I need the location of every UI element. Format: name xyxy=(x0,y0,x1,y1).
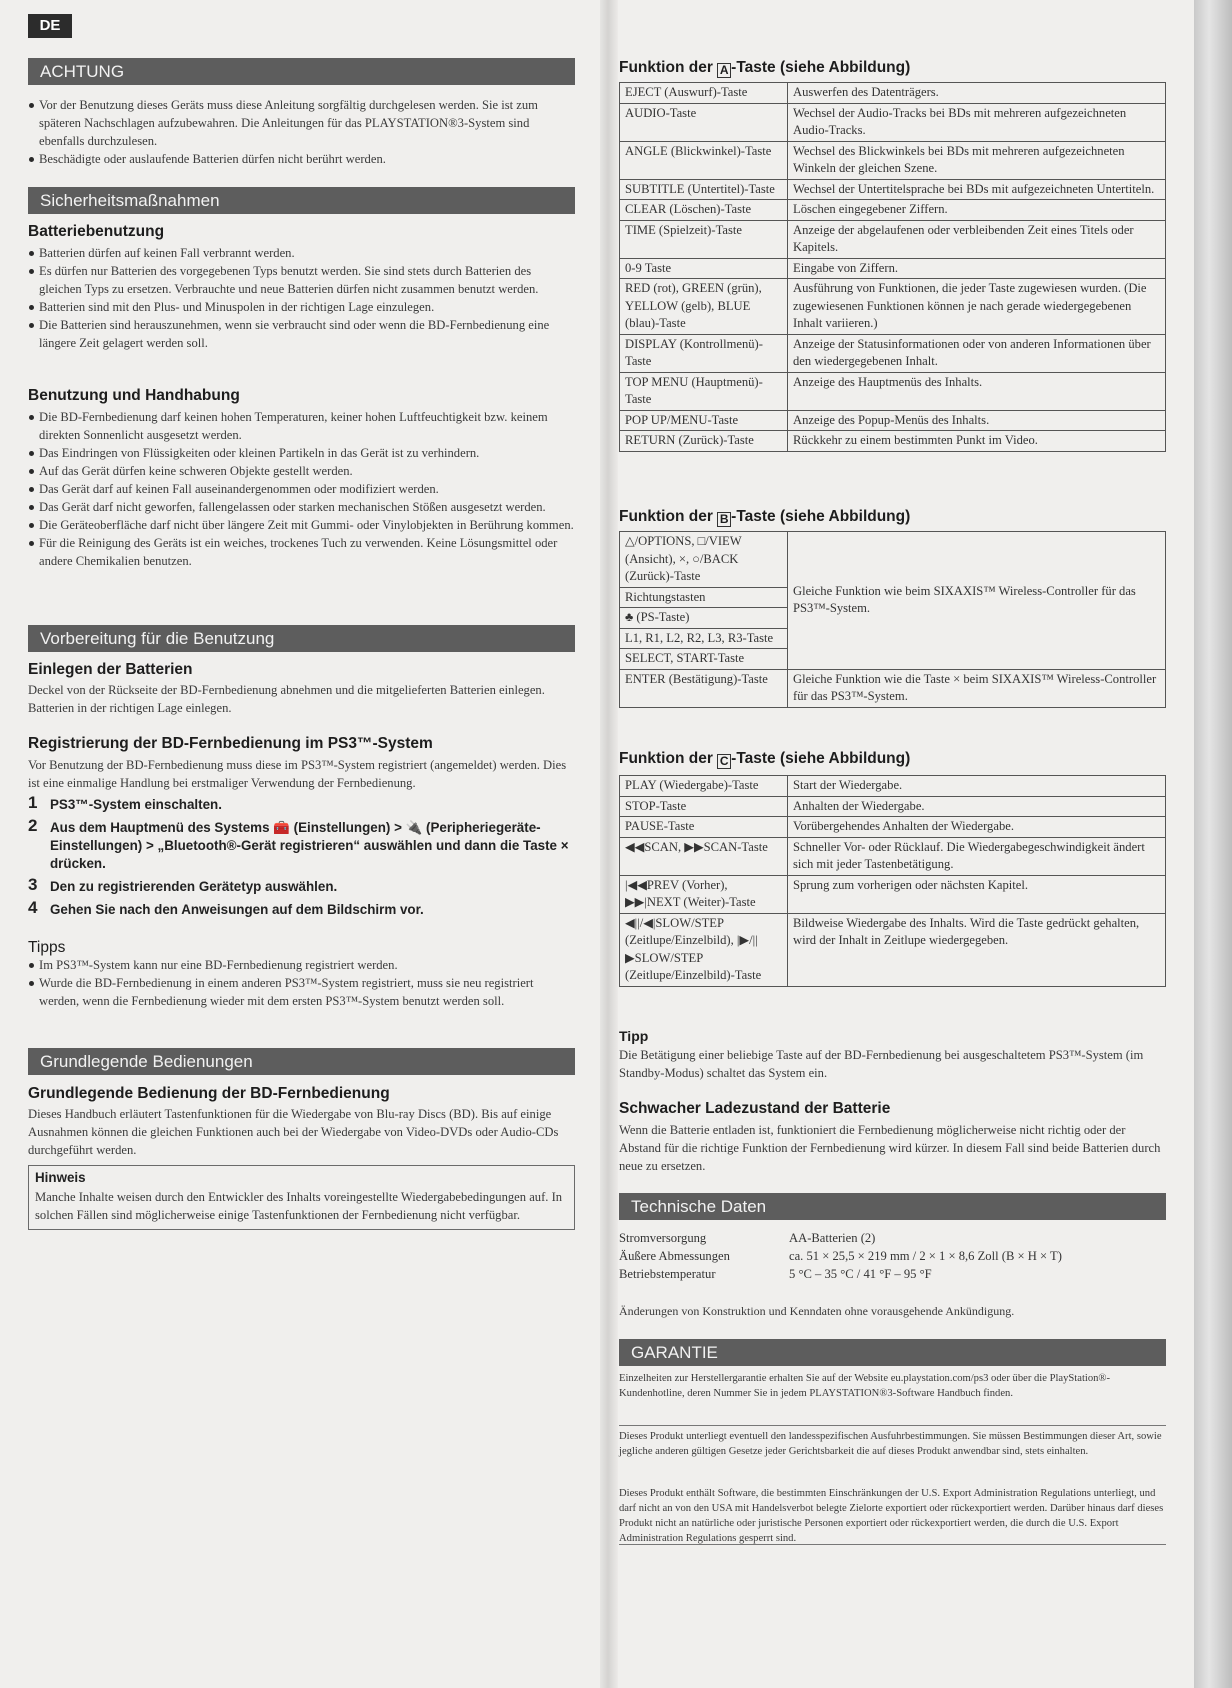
key-label: SELECT, START-Taste xyxy=(625,651,745,665)
key-letter-box: B xyxy=(717,512,731,527)
key-description: Anzeige des Hauptmenüs des Inhalts. xyxy=(788,372,1166,410)
tip-heading: Tipp xyxy=(619,1028,649,1044)
key-description: Anzeige der Statusinformationen oder von anderen Informationen über den wiedergegebenen Inhalt. xyxy=(788,334,1166,372)
step-1 xyxy=(28,793,573,814)
table-row xyxy=(620,796,1166,817)
key-label: EJECT (Auswurf)-Taste xyxy=(620,83,788,104)
table-row xyxy=(620,200,1166,221)
spec-row xyxy=(619,1229,1062,1247)
tips-list xyxy=(28,956,575,1010)
table-row xyxy=(620,532,1166,670)
table-row xyxy=(620,817,1166,838)
key-description: Auswerfen des Datenträgers. xyxy=(788,83,1166,104)
key-description: Vorübergehendes Anhalten der Wiedergabe. xyxy=(788,817,1166,838)
key-label: ◀◀SCAN, ▶▶SCAN-Taste xyxy=(620,837,788,875)
table-row xyxy=(620,875,1166,913)
tips-bullet: Im PS3™-System kann nur eine BD-Fernbedienung registriert werden. xyxy=(28,956,575,974)
lowbat-heading: Schwacher Ladezustand der Batterie xyxy=(619,1100,891,1117)
step-number: 3 xyxy=(28,875,38,894)
table-a-heading xyxy=(619,59,910,78)
key-label: |◀◀PREV (Vorher), ▶▶|NEXT (Weiter)-Taste xyxy=(620,875,788,913)
language-tag: DE xyxy=(28,14,72,38)
heading-suffix: -Taste (siehe Abbildung) xyxy=(731,508,911,525)
note-text: Manche Inhalte weisen durch den Entwickler des Inhalts voreingestellte Wiedergabebedingungen auf. In solchen Fällen sind möglicherweise einige Tastenfunktionen der Fernbedienung nicht verfügbar. xyxy=(35,1190,563,1222)
table-row xyxy=(620,334,1166,372)
note-box xyxy=(28,1165,575,1230)
key-label: TIME (Spielzeit)-Taste xyxy=(620,220,788,258)
legal-text-2: Dieses Produkt enthält Software, die bestimmten Einschränkungen der U.S. Export Administration Regulations unterliegt, und darf nicht an von den USA mit Handelsverbot belegte Zielorte exportiert oder rückexportiert werden. Darüber hinaus darf dieses Produkt nicht an natürliche oder juristische Personen exportiert oder rückexportiert werden, die durch die U.S. Export Administration Regulations gesperrt sind. xyxy=(619,1488,1164,1544)
battery-list xyxy=(28,244,575,352)
tips-bullet: Wurde die BD-Fernbedienung in einem anderen PS3™-System registriert, muss sie neu registriert werden, wenn die Fernbedienung wieder mit dem ersten PS3™-System benutzt werden soll. xyxy=(28,974,575,1010)
handling-bullet: Die Geräteoberfläche darf nicht über längere Zeit mit Gummi- oder Vinylobjekten in Berührung kommen. xyxy=(28,516,575,534)
battery-bullet: Batterien dürfen auf keinen Fall verbrannt werden. xyxy=(28,244,575,262)
grouped-keys-cell xyxy=(620,532,788,670)
table-row xyxy=(620,220,1166,258)
achtung-header: ACHTUNG xyxy=(28,58,575,85)
key-description: Ausführung von Funktionen, die jeder Taste zugewiesen wurden. (Die zugewiesenen Funktionen können je nach gerade wiedergegebenen Inhalt variieren.) xyxy=(788,279,1166,335)
table-b-heading xyxy=(619,508,910,527)
key-description: Rückkehr zu einem bestimmten Punkt im Video. xyxy=(788,431,1166,452)
key-description: Wechsel der Audio-Tracks bei BDs mit mehreren aufgezeichneten Audio-Tracks. xyxy=(788,103,1166,141)
divider xyxy=(619,1425,1166,1426)
step-number: 2 xyxy=(28,816,38,835)
tip-text: Die Betätigung einer beliebige Taste auf der BD-Fernbedienung bei ausgeschaltetem PS3™-System (im Standby-Modus) schaltet das System ein. xyxy=(619,1048,1144,1080)
legal-text-1: Dieses Produkt unterliegt eventuell den landesspezifischen Ausfuhrbestimmungen. Sie müssen Bestimmungen dieser Art, sowie jegliche anderen gültigen Gesetze jeder Gerichtsbarkeit die auf dieses Produkt anwendbar sind, stets einhalten. xyxy=(619,1431,1162,1457)
battery-bullet: Die Batterien sind herauszunehmen, wenn sie verbraucht sind oder wenn die BD-Fernbedienung eine längere Zeit gelagert werden soll. xyxy=(28,316,575,352)
key-label: RED (rot), GREEN (grün), YELLOW (gelb), BLUE (blau)-Taste xyxy=(620,279,788,335)
step-text: Aus dem Hauptmenü des Systems 🧰 (Einstellungen) > 🔌 (Peripheriegeräte-Einstellungen) > „Bluetooth®-Gerät registrieren“ auswählen und dann die Taste × drücken. xyxy=(50,820,569,871)
warranty-text: Einzelheiten zur Herstellergarantie erhalten Sie auf der Website eu.playstation.com/ps3 oder über die PlayStation®-Kundenhotline, deren Nummer Sie in jedem PLAYSTATION®3-Software Handbuch finden. xyxy=(619,1373,1111,1399)
table-row xyxy=(620,179,1166,200)
table-row xyxy=(620,837,1166,875)
handling-list xyxy=(28,408,575,570)
key-description: Anzeige der abgelaufenen oder verbleibenden Zeit eines Titels oder Kapitels. xyxy=(788,220,1166,258)
key-description: Löschen eingegebener Ziffern. xyxy=(788,200,1166,221)
key-label: ENTER (Bestätigung)-Taste xyxy=(620,669,788,707)
basics-text: Dieses Handbuch erläutert Tastenfunktionen für die Wiedergabe von Blu-ray Discs (BD). Bis auf einige Ausnahmen können die gleichen Funktionen auch bei der Wiedergabe von Video-DVDs oder Audio-CDs durchgeführt werden. xyxy=(28,1107,559,1157)
specs-header: Technische Daten xyxy=(619,1193,1166,1220)
table-row xyxy=(620,776,1166,797)
key-label: ♣ (PS-Taste) xyxy=(620,608,787,629)
table-c-heading xyxy=(619,750,910,769)
heading-suffix: -Taste (siehe Abbildung) xyxy=(731,750,911,767)
table-row xyxy=(620,431,1166,452)
step-text: Gehen Sie nach den Anweisungen auf dem Bildschirm vor. xyxy=(50,902,424,917)
key-description: Anzeige des Popup-Menüs des Inhalts. xyxy=(788,410,1166,431)
heading-suffix: -Taste (siehe Abbildung) xyxy=(731,59,911,76)
key-description: Schneller Vor- oder Rücklauf. Die Wiedergabegeschwindigkeit ändert sich mit jeder Tastenbetätigung. xyxy=(788,837,1166,875)
handling-bullet: Das Gerät darf nicht geworfen, fallengelassen oder starken mechanischen Stößen ausgesetzt werden. xyxy=(28,498,575,516)
table-row xyxy=(620,913,1166,986)
key-description: Wechsel der Untertitelsprache bei BDs mit aufgezeichneten Untertiteln. xyxy=(788,179,1166,200)
battery-bullet: Es dürfen nur Batterien des vorgegebenen Typs benutzt werden. Sie sind stets durch Batterien des gleichen Typs zu ersetzen. Verbrauchte und neue Batterien dürfen nicht zusammen benutzt werden. xyxy=(28,262,575,298)
key-description: Wechsel des Blickwinkels bei BDs mit mehreren aufgezeichneten Winkeln der gleichen Szene. xyxy=(788,141,1166,179)
spec-label: Stromversorgung xyxy=(619,1231,707,1245)
key-label: PAUSE-Taste xyxy=(620,817,788,838)
register-heading: Registrierung der BD-Fernbedienung im PS3™-System xyxy=(28,735,433,752)
key-description: Eingabe von Ziffern. xyxy=(788,258,1166,279)
tips-heading: Tipps xyxy=(28,939,66,956)
key-label: SUBTITLE (Untertitel)-Taste xyxy=(620,179,788,200)
register-text: Vor Benutzung der BD-Fernbedienung muss diese im PS3™-System registriert (angemeldet) werden. Dies ist eine einmalige Handlung bei erstmaliger Verwendung der Fernbedienung. xyxy=(28,758,567,790)
table-c xyxy=(619,775,1166,987)
achtung-bullet: Beschädigte oder auslaufende Batterien dürfen nicht berührt werden. xyxy=(28,150,575,168)
key-label: STOP-Taste xyxy=(620,796,788,817)
step-2 xyxy=(28,816,573,873)
key-letter-box: C xyxy=(717,754,731,769)
insert-text: Deckel von der Rückseite der BD-Fernbedienung abnehmen und die mitgelieferten Batterien einlegen. Batterien in der richtigen Lage einlegen. xyxy=(28,683,545,715)
key-label: PLAY (Wiedergabe)-Taste xyxy=(620,776,788,797)
basics-heading: Grundlegende Bedienung der BD-Fernbedienung xyxy=(28,1085,390,1102)
key-label: CLEAR (Löschen)-Taste xyxy=(620,200,788,221)
spec-row xyxy=(619,1247,1062,1265)
table-row xyxy=(620,258,1166,279)
achtung-list xyxy=(28,96,575,168)
scan-edge xyxy=(1194,0,1232,1688)
table-row xyxy=(620,141,1166,179)
battery-heading: Batteriebenutzung xyxy=(28,223,165,240)
handling-heading: Benutzung und Handhabung xyxy=(28,387,240,404)
grouped-desc-cell: Gleiche Funktion wie beim SIXAXIS™ Wireless-Controller für das PS3™-System. xyxy=(788,532,1166,670)
achtung-bullet: Vor der Benutzung dieses Geräts muss diese Anleitung sorgfältig durchgelesen werden. Sie ist zum späteren Nachschlagen aufzubewahren. Die Anleitungen für das PLAYSTATION®3-System sind ebenfalls durchzulesen. xyxy=(28,96,575,150)
safety-header: Sicherheitsmaßnahmen xyxy=(28,187,575,214)
prep-header: Vorbereitung für die Benutzung xyxy=(28,625,575,652)
table-row xyxy=(620,83,1166,104)
key-letter-box: A xyxy=(717,63,731,78)
spec-row xyxy=(619,1265,1062,1283)
warranty-header: GARANTIE xyxy=(619,1339,1166,1366)
key-description: Start der Wiedergabe. xyxy=(788,776,1166,797)
basics-header: Grundlegende Bedienungen xyxy=(28,1048,575,1075)
key-label: L1, R1, L2, R2, L3, R3-Taste xyxy=(620,629,787,650)
heading-prefix: Funktion der xyxy=(619,508,718,525)
divider xyxy=(619,1544,1166,1545)
handling-bullet: Das Gerät darf auf keinen Fall auseinandergenommen oder modifiziert werden. xyxy=(28,480,575,498)
battery-bullet: Batterien sind mit den Plus- und Minuspolen in der richtigen Lage einzulegen. xyxy=(28,298,575,316)
table-row xyxy=(620,669,1166,707)
insert-heading: Einlegen der Batterien xyxy=(28,661,193,678)
step-text: PS3™-System einschalten. xyxy=(50,797,222,812)
key-label: DISPLAY (Kontrollmenü)-Taste xyxy=(620,334,788,372)
step-text: Den zu registrierenden Gerätetyp auswählen. xyxy=(50,879,338,894)
step-3 xyxy=(28,875,573,896)
spec-value: ca. 51 × 25,5 × 219 mm / 2 × 1 × 8,6 Zoll (B × H × T) xyxy=(789,1249,1062,1263)
handling-bullet: Für die Reinigung des Geräts ist ein weiches, trockenes Tuch zu verwenden. Keine Lösungsmittel oder andere Chemikalien benutzen. xyxy=(28,534,575,570)
table-row xyxy=(620,103,1166,141)
key-label: TOP MENU (Hauptmenü)-Taste xyxy=(620,372,788,410)
handling-bullet: Die BD-Fernbedienung darf keinen hohen Temperaturen, keiner hohen Luftfeuchtigkeit bzw. keinem direkten Sonnenlicht ausgesetzt werden. xyxy=(28,408,575,444)
key-description: Anhalten der Wiedergabe. xyxy=(788,796,1166,817)
key-label: 0-9 Taste xyxy=(620,258,788,279)
step-number: 4 xyxy=(28,898,38,917)
handling-bullet: Das Eindringen von Flüssigkeiten oder kleinen Partikeln in das Gerät ist zu verhindern. xyxy=(28,444,575,462)
step-4 xyxy=(28,898,573,919)
spec-value: AA-Batterien (2) xyxy=(789,1231,876,1245)
key-label: Richtungstasten xyxy=(620,588,787,609)
key-label: ◀||/◀|SLOW/STEP (Zeitlupe/Einzelbild), |▶/||▶SLOW/STEP (Zeitlupe/Einzelbild)-Taste xyxy=(620,913,788,986)
key-label: △/OPTIONS, □/VIEW (Ansicht), ×, ○/BACK (Zurück)-Taste xyxy=(620,532,787,588)
specs-list xyxy=(619,1229,1062,1283)
key-label: ANGLE (Blickwinkel)-Taste xyxy=(620,141,788,179)
key-description: Bildweise Wiedergabe des Inhalts. Wird die Taste gedrückt gehalten, wird der Inhalt in Zeitlupe wiedergegeben. xyxy=(788,913,1166,986)
specs-note: Änderungen von Konstruktion und Kenndaten ohne vorausgehende Ankündigung. xyxy=(619,1304,1015,1318)
note-title: Hinweis xyxy=(35,1170,86,1185)
heading-prefix: Funktion der xyxy=(619,750,718,767)
table-row xyxy=(620,410,1166,431)
table-row xyxy=(620,279,1166,335)
key-label: POP UP/MENU-Taste xyxy=(620,410,788,431)
key-description: Gleiche Funktion wie die Taste × beim SIXAXIS™ Wireless-Controller für das PS3™-System. xyxy=(788,669,1166,707)
spec-label: Äußere Abmessungen xyxy=(619,1249,730,1263)
spec-label: Betriebstemperatur xyxy=(619,1267,716,1281)
key-label: AUDIO-Taste xyxy=(620,103,788,141)
table-a xyxy=(619,82,1166,452)
step-number: 1 xyxy=(28,793,38,812)
key-label: RETURN (Zurück)-Taste xyxy=(620,431,788,452)
spec-value: 5 °C – 35 °C / 41 °F – 95 °F xyxy=(789,1267,932,1281)
table-b xyxy=(619,531,1166,708)
page-fold xyxy=(600,0,618,1688)
lowbat-text: Wenn die Batterie entladen ist, funktioniert die Fernbedienung möglicherweise nicht richtig oder der Abstand für die richtige Funktion der Fernbedienung wird kürzer. In diesem Fall sind beide Batterien durch neue zu ersetzen. xyxy=(619,1123,1161,1173)
key-description: Sprung zum vorherigen oder nächsten Kapitel. xyxy=(788,875,1166,913)
handling-bullet: Auf das Gerät dürfen keine schweren Objekte gestellt werden. xyxy=(28,462,575,480)
heading-prefix: Funktion der xyxy=(619,59,718,76)
table-row xyxy=(620,372,1166,410)
